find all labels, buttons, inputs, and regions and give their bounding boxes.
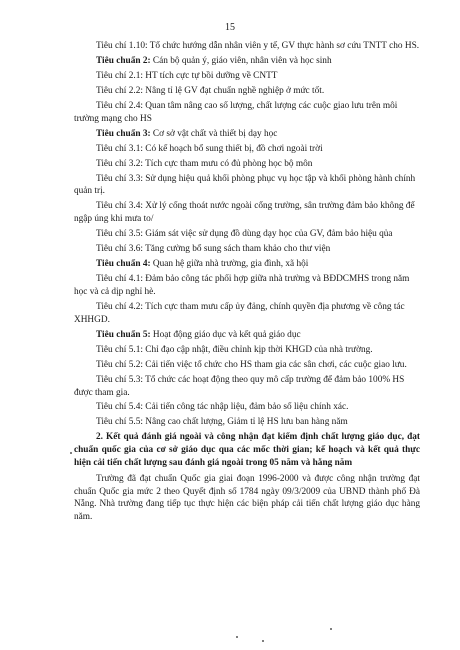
criterion-2-1: Tiêu chí 2.1: HT tích cực tự bồi dưỡng về CNTT [96,70,278,81]
standard-label: Tiêu chuẩn 3: [96,128,151,139]
scan-speck [262,640,264,642]
standard-title: Hoạt động giáo dục và kết quả giáo dục [150,329,301,340]
criterion-3-6: Tiêu chí 3.6: Tăng cường bổ sung sách tham khảo cho thư viện [96,244,331,255]
standard-5-heading [74,329,420,342]
standard-2-heading [74,55,420,68]
criterion-1-10: Tiêu chí 1.10: Tổ chức hướng dẫn nhân viên y tế, GV thực hành sơ cứu TNTT cho HS. [96,41,420,51]
section-2-paragraph: Trường đã đạt chuẩn Quốc gia giai đoạn 1996-2000 và được công nhận trường đạt chuẩn Quốc gia mức 2 theo Quyết định số 1784 ngày 09/3/2009 của UBND thành phố Đà Nẵng. Nhà trường đang tiếp tục thực hiện các biện pháp cải tiến chất lượng giáo dục hàng năm. [74,473,420,523]
standard-title: Quan hệ giữa nhà trường, gia đình, xã hội [150,259,309,270]
scan-speck [236,636,238,638]
standard-label: Tiêu chuẩn 5: [96,329,151,340]
section-2-heading: 2. Kết quả đánh giá ngoài và công nhận đạt kiểm định chất lượng giáo dục, đạt chuẩn quốc gia của cơ sở giáo dục qua các mốc thời gian; kế hoạch và kết quả thực hiện cải tiến chất lượng sau đánh giá ngoài trong 05 năm và hằng năm [74,432,420,469]
criterion-3-1: Tiêu chí 3.1: Có kế hoạch bổ sung thiết bị, đồ chơi ngoài trời [96,143,323,154]
criterion-4-1: Tiêu chí 4.1: Đảm bảo công tác phối hợp giữa nhà trường và BĐDCMHS trong năm học và cả dịp nghỉ hè. [74,274,410,297]
page-number: 15 [225,22,235,33]
criterion-5-4: Tiêu chí 5.4: Cải tiến công tác nhập liệu, đảm bảo số liệu chính xác. [96,402,349,413]
criterion-2-2: Tiêu chí 2.2: Nâng tỉ lệ GV đạt chuẩn nghề nghiệp ở mức tốt. [96,85,325,96]
standard-label: Tiêu chuẩn 2: [96,55,151,66]
document-body [74,40,420,526]
criterion-3-2: Tiêu chí 3.2: Tích cực tham mưu có đủ phòng học bộ môn [96,158,313,169]
criterion-3-3: Tiêu chí 3.3: Sử dụng hiệu quả khối phòng phục vụ học tập và khối phòng hành chính quản trị. [74,173,416,197]
standard-4-heading [74,258,420,271]
criterion-3-5: Tiêu chí 3.5: Giám sát việc sử dụng đồ dùng dạy học của GV, đảm bảo hiệu qủa [96,229,393,240]
criterion-2-4: Tiêu chí 2.4: Quan tâm nâng cao số lượng, chất lượng các cuộc giao lưu trên môi trường mạng cho HS [74,100,398,124]
criterion-5-5: Tiêu chí 5.5: Nâng cao chất lượng, Giảm tỉ lệ HS lưu ban hàng năm [96,417,348,428]
criterion-5-1: Tiêu chí 5.1: Chỉ đạo cập nhật, điều chỉnh kịp thời KHGD của nhà trường. [96,344,373,355]
scan-speck [70,452,72,454]
criterion-4-2: Tiêu chí 4.2: Tích cực tham mưu cấp ủy đảng, chính quyền địa phương về công tác XHHGD. [74,301,405,325]
standard-title: Cán bộ quản ý, giáo viên, nhân viên và học sinh [150,55,332,66]
standard-title: Cơ sở vật chất và thiết bị dạy học [150,128,278,139]
criterion-5-2: Tiêu chí 5.2: Cải tiến việc tổ chức cho HS tham gia các sân chơi, các cuộc giao lưu. [96,359,407,370]
scan-speck [330,628,332,630]
standard-3-heading [74,128,420,141]
criterion-5-3: Tiêu chí 5.3: Tổ chức các hoạt động theo quy mô cấp trường để đảm bảo 100% HS được tham gia. [74,374,405,398]
standard-label: Tiêu chuẩn 4: [96,259,151,270]
criterion-3-4: Tiêu chí 3.4: Xử lý cống thoát nước ngoài cổng trường, sân trường đảm bảo không để ngập úng khi mưa to/ [74,201,415,225]
